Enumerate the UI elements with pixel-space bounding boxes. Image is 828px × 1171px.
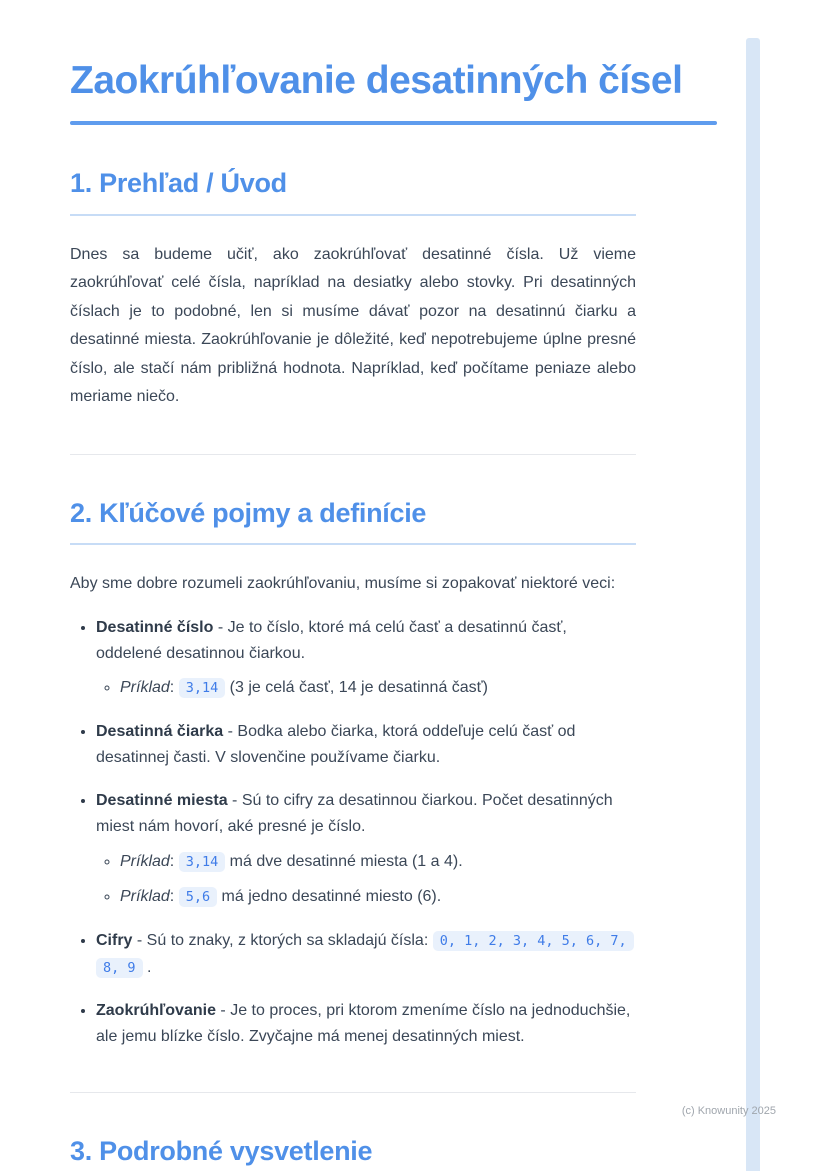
- copyright-footer: (c) Knowunity 2025: [681, 1105, 776, 1117]
- list-item-decimal-number: [96, 615, 636, 702]
- example-text: (3 je celá časť, 14 je desatinná časť): [225, 679, 489, 697]
- section-3-heading: 3. Podrobné vysvetlenie: [70, 1136, 373, 1167]
- code-chip: 5,6: [179, 887, 217, 907]
- page-title: Zaokrúhľovanie desatinných čísel: [70, 59, 683, 102]
- title-rule: [70, 121, 717, 125]
- section-divider: [70, 1092, 636, 1093]
- example-item: [120, 884, 636, 911]
- code-chip: 3,14: [179, 852, 226, 872]
- section-2-heading: 2. Kľúčové pojmy a definície: [70, 497, 427, 528]
- example-label: Príklad: [120, 852, 170, 870]
- term-text: - Bodka alebo čiarka, ktorá oddeľuje celú časť od desatinnej časti. V slovenčine používame čiarku.: [96, 723, 576, 766]
- right-scroll-strip[interactable]: [746, 38, 760, 1171]
- document-content: [70, 0, 717, 1171]
- term-label: Desatinné miesta: [96, 791, 228, 809]
- section-key-terms: [70, 497, 636, 1093]
- example-item: [120, 849, 636, 876]
- section-overview: [70, 167, 636, 455]
- term-text: - Sú to znaky, z ktorých sa skladajú čísla:: [132, 931, 433, 949]
- term-label: Zaokrúhľovanie: [96, 1002, 216, 1020]
- code-chip: 3,14: [179, 678, 226, 698]
- example-sublist: [96, 849, 636, 911]
- example-separator: :: [169, 679, 179, 697]
- code-chip: 0, 1, 2, 3, 4, 5, 6, 7, 8, 9: [96, 931, 634, 978]
- term-text-after: .: [142, 958, 152, 976]
- section-divider: [70, 454, 636, 455]
- term-label: Desatinné číslo: [96, 618, 214, 636]
- section-detailed-explanation: [70, 1135, 636, 1171]
- term-text: - Je to číslo, ktoré má celú časť a desatinnú časť, oddelené desatinnou čiarkou.: [96, 618, 567, 662]
- example-label: Príklad: [120, 888, 170, 906]
- example-separator: :: [169, 852, 179, 870]
- section-1-paragraph: Dnes sa budeme učiť, ako zaokrúhľovať desatinné čísla. Už vieme zaokrúhľovať celé čísla, napríklad na desiatky alebo stovky. Pri desatinných číslach je to podobné, len si musíme dávať pozor na desatinnú čiarku a desatinné miesta. Zaokrúhľovanie je dôležité, keď nepotrebujeme úplne presné číslo, ale stačí nám približná hodnota. Napríklad, keď počítame peniaze alebo meriame niečo.: [70, 245, 636, 406]
- example-text: má dve desatinné miesta (1 a 4).: [225, 852, 463, 870]
- example-item: [120, 675, 636, 702]
- example-separator: :: [169, 888, 179, 906]
- term-text: - Je to proces, pri ktorom zmeníme číslo na jednoduchšie, ale jemu blízke číslo. Zvyčajne má menej desatinných miest.: [96, 1002, 631, 1046]
- section-2-underline: [70, 543, 636, 545]
- list-item-digits: [96, 928, 636, 981]
- section-1-underline: [70, 214, 636, 216]
- list-item-rounding: [96, 998, 636, 1050]
- example-label: Príklad: [120, 679, 170, 697]
- key-terms-list: [70, 615, 636, 1050]
- section-1-heading: 1. Prehľad / Úvod: [70, 168, 287, 199]
- section-2-intro: Aby sme dobre rozumeli zaokrúhľovaniu, musíme si zopakovať niektoré veci:: [70, 575, 616, 593]
- example-text: má jedno desatinné miesto (6).: [217, 888, 442, 906]
- term-label: Desatinná čiarka: [96, 723, 224, 741]
- example-sublist: [96, 675, 636, 702]
- list-item-decimal-comma: [96, 719, 636, 771]
- term-text: - Sú to cifry za desatinnou čiarkou. Počet desatinných miest nám hovorí, aké presné je číslo.: [96, 791, 613, 835]
- list-item-decimal-places: [96, 788, 636, 911]
- term-label: Cifry: [96, 931, 133, 949]
